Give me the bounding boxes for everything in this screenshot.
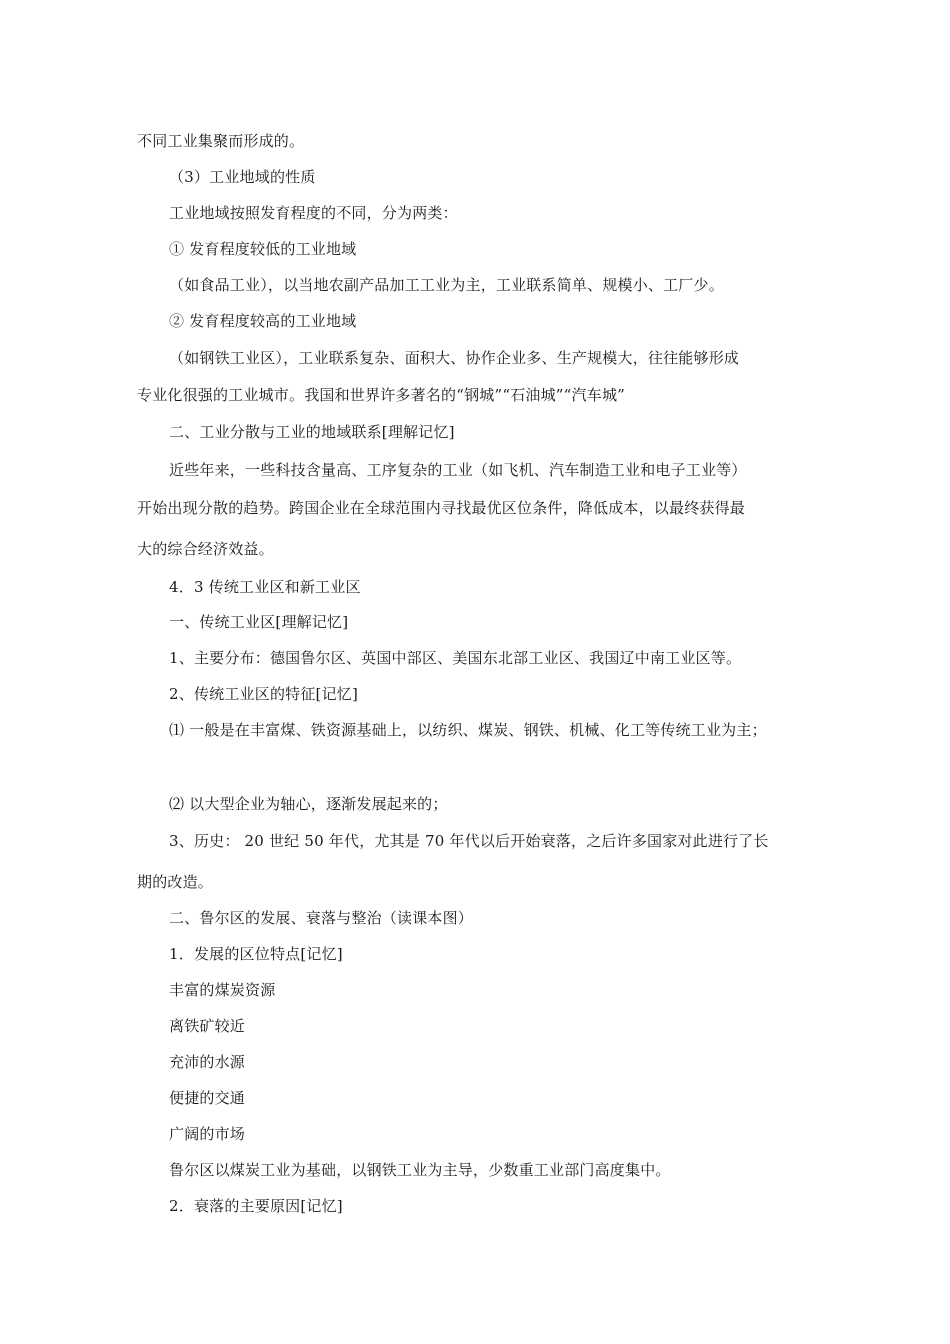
text-line: 2、传统工业区的特征[记忆] [169,685,359,703]
text-line: 工业地域按照发育程度的不同，分为两类： [169,204,458,222]
text-line: 鲁尔区以煤炭工业为基础，以钢铁工业为主导，少数重工业部门高度集中。 [169,1161,671,1179]
text-line: （如钢铁工业区），工业联系复杂、面积大、协作企业多、生产规模大，往往能够形成 [169,349,740,367]
text-line: 近些年来，一些科技含量高、工序复杂的工业（如飞机、汽车制造工业和电子工业等） [169,461,747,479]
text-line: ⑵ 以大型企业为轴心，逐渐发展起来的； [169,795,448,813]
text-line: 1、主要分布：德国鲁尔区、英国中部区、美国东北部工业区、我国辽中南工业区等。 [169,649,742,667]
list-item: 充沛的水源 [169,1053,246,1071]
section-heading: 2．衰落的主要原因[记忆] [169,1197,343,1215]
section-heading: 一、传统工业区[理解记忆] [169,613,349,631]
section-heading: 1．发展的区位特点[记忆] [169,945,343,963]
text-line: 大的综合经济效益。 [137,540,274,558]
text-line: ⑴ 一般是在丰富煤、铁资源基础上，以纺织、煤炭、钢铁、机械、化工等传统工业为主； [169,721,767,739]
list-item: ② 发育程度较高的工业地域 [169,312,357,330]
section-heading: 4．3 传统工业区和新工业区 [169,578,361,596]
text-line: 开始出现分散的趋势。跨国企业在全球范围内寻找最优区位条件，降低成本，以最终获得最 [137,499,746,517]
text-line: （如食品工业），以当地农副产品加工工业为主，工业联系简单、规模小、工厂少。 [169,276,724,294]
list-item: 丰富的煤炭资源 [169,981,276,999]
text-line: 期的改造。 [137,873,214,891]
list-item: 离铁矿较近 [169,1017,246,1035]
list-item: 广阔的市场 [169,1125,246,1143]
list-item: 便捷的交通 [169,1089,246,1107]
list-item: ① 发育程度较低的工业地域 [169,240,357,258]
text-line: 不同工业集聚而形成的。 [137,132,305,150]
section-heading: 二、工业分散与工业的地域联系[理解记忆] [169,423,455,441]
text-line: 3、历史： 20 世纪 50 年代，尤其是 70 年代以后开始衰落，之后许多国家对此进行了长 [169,832,769,850]
text-line: 专业化很强的工业城市。我国和世界许多著名的“钢城”“石油城”“汽车城” [137,386,626,404]
section-heading: 二、鲁尔区的发展、衰落与整治（读课本图） [169,909,474,927]
section-heading: （3）工业地域的性质 [169,168,316,186]
